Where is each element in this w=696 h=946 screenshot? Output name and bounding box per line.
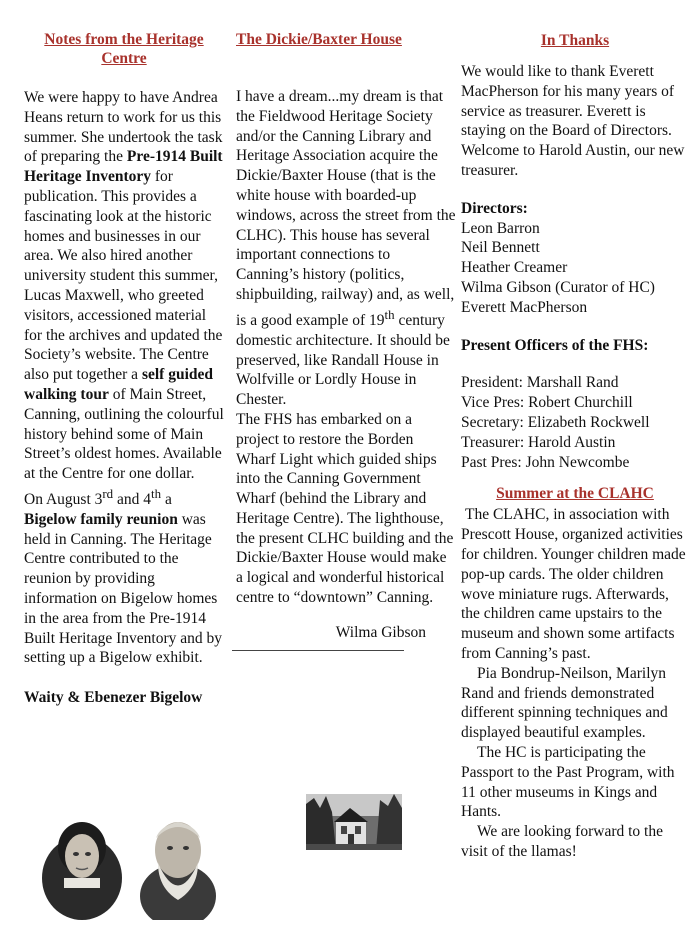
superscript: th bbox=[384, 306, 395, 322]
directors-list bbox=[461, 219, 689, 318]
text-run: a bbox=[161, 491, 172, 509]
summer-paragraph-2: Pia Bondrup-Neilson, Marilyn Rand and friends demonstrated different spinning techniques and displayed beautiful examples. bbox=[461, 664, 668, 742]
text-run: was held in Canning. The Heritage Centre contributed to the reunion by providing information on Bigelow homes in the area from the Pre-1914 Built Heritage Inventory and by setting up a Bigelow exhibit. bbox=[24, 510, 223, 667]
summer-paragraph-1: The CLAHC, in association with Prescott House, organized activities for children. Younger children made pop-up cards. The older children wove miniature rugs. Afterwards, the children came upstairs to the museum and shown some artifacts from Canning’s past. bbox=[461, 506, 686, 662]
officer-item: President: Marshall Rand bbox=[461, 374, 619, 392]
photo-caption: Waity & Ebenezer Bigelow bbox=[24, 689, 203, 707]
dickie-paragraph-2: The FHS has embarked on a project to restore the Borden Wharf Light which guided ships into the Canning Government Wharf (behind the Library and Heritage Centre). The lighthouse, the present CLHC building and the Dickie/Baxter House would make a logical and wonderful historical centre to “downtown” Canning. bbox=[236, 410, 454, 607]
directors-title: Directors: bbox=[461, 199, 528, 217]
text-run: century domestic architecture. It should be preserved, like Randall House in Wolfville or Lordly House in Chester. bbox=[236, 311, 450, 409]
bigelow-portraits-photo bbox=[30, 808, 220, 920]
dickie-paragraph-1 bbox=[236, 87, 456, 410]
heading-dickie-baxter: The Dickie/Baxter House bbox=[236, 31, 402, 48]
bold-walking-tour: self guided walking tour bbox=[24, 366, 214, 403]
officer-item: Treasurer: Harold Austin bbox=[461, 433, 616, 451]
superscript: th bbox=[151, 485, 162, 501]
heading-in-thanks: In Thanks bbox=[540, 32, 610, 49]
superscript: rd bbox=[102, 485, 114, 501]
officer-item: Secretary: Elizabeth Rockwell bbox=[461, 413, 650, 431]
bold-inventory: Pre-1914 Built Heritage Inventory bbox=[24, 148, 223, 186]
summer-paragraph-4: We are looking forward to the visit of the llamas! bbox=[461, 823, 663, 860]
text-run: I have a dream...my dream is that the Fieldwood Heritage Society and/or the Canning Library and Heritage Association acquire the Dickie/Baxter House (that is the white house with boarded-up windows, across the street from the CLHC). This house has several important connections to Canning’s history (politics, shipbuilding, railway) and, as well, is a good example of 19 bbox=[236, 88, 456, 329]
director-item: Neil Bennett bbox=[461, 239, 540, 257]
summer-paragraph-3: The HC is participating the Passport to the Past Program, with 11 other museums in Kings and Hants. bbox=[461, 743, 675, 821]
director-item: Everett MacPherson bbox=[461, 298, 588, 316]
text-run: for publication. This provides a fascinating look at the historic homes and businesses in our area. We also hired another university student this summer, Lucas Maxwell, who greeted visitors, accessioned material for the archives and updated the Society’s website. The Centre also put together a bbox=[24, 168, 223, 384]
dickie-baxter-house-photo bbox=[306, 794, 402, 850]
text-run: We were happy to have Andrea Heans return to work for us this summer. She undertook the task of preparing the bbox=[24, 89, 223, 166]
heading-line2: Centre bbox=[101, 50, 147, 67]
signature: Wilma Gibson bbox=[335, 623, 426, 641]
bold-reunion: Bigelow family reunion bbox=[24, 510, 178, 528]
officer-item: Past Pres: John Newcombe bbox=[461, 453, 630, 471]
thanks-paragraph: We would like to thank Everett MacPherson for his many years of service as treasurer. Everett is staying on the Board of Directors. Welcome to Harold Austin, our new treasurer. bbox=[461, 63, 685, 179]
heading-line1: Notes from the Heritage bbox=[44, 31, 204, 48]
officer-item: Vice Pres: Robert Churchill bbox=[461, 394, 633, 412]
text-run: On August 3 bbox=[24, 491, 103, 509]
column-heritage-centre bbox=[24, 0, 224, 708]
officers-title: Present Officers of the FHS: bbox=[461, 336, 649, 354]
heading-heritage-centre bbox=[24, 30, 224, 68]
column-dickie-baxter bbox=[236, 0, 456, 651]
officers-list bbox=[461, 373, 689, 472]
heritage-paragraph-1 bbox=[24, 88, 224, 484]
text-run: of Main Street, Canning, outlining the colourful history behind some of Main Street’s oldest homes. Available at the Centre for one dollar. bbox=[24, 385, 224, 483]
divider bbox=[232, 650, 404, 651]
director-item: Wilma Gibson (Curator of HC) bbox=[461, 278, 655, 296]
heritage-paragraph-2 bbox=[24, 484, 224, 668]
director-item: Heather Creamer bbox=[461, 259, 568, 277]
text-run: and 4 bbox=[113, 491, 152, 509]
heading-summer: Summer at the CLAHC bbox=[496, 485, 654, 503]
column-in-thanks bbox=[461, 0, 689, 862]
director-item: Leon Barron bbox=[461, 219, 540, 237]
